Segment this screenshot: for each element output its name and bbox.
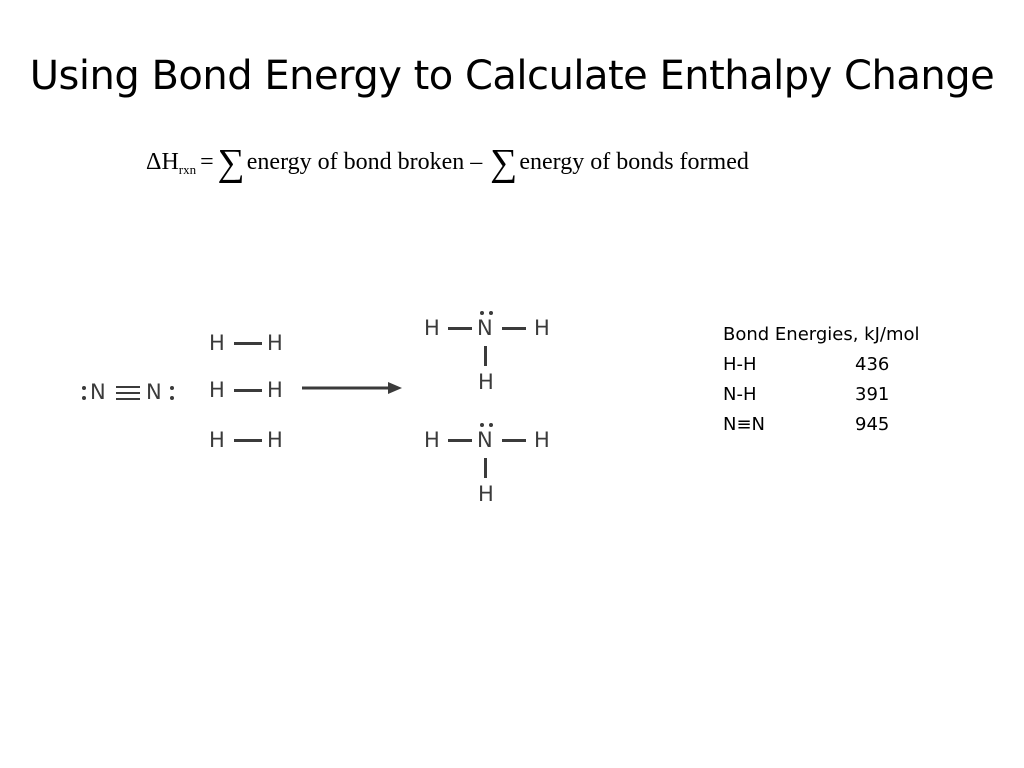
lone-pair-dot <box>489 311 493 315</box>
nitrogen-atom: N <box>90 380 106 404</box>
enthalpy-equation <box>146 140 749 184</box>
single-bond-line <box>234 389 262 392</box>
bond-energy-value: 945 <box>855 414 890 435</box>
lone-pair-dot <box>82 386 86 390</box>
rxn-subscript: rxn <box>178 162 197 177</box>
lone-pair-dot <box>170 386 174 390</box>
single-bond-line <box>502 327 526 330</box>
lone-pair-dot <box>480 423 484 427</box>
enthalpy-symbol: H <box>161 148 179 175</box>
hydrogen-atom: H <box>534 316 550 340</box>
lone-pair-dot <box>82 396 86 400</box>
hydrogen-atom: H <box>267 331 283 355</box>
reaction-arrow-icon <box>302 381 402 395</box>
single-bond-line <box>484 458 487 478</box>
table-row <box>723 350 920 380</box>
single-bond-line <box>234 342 262 345</box>
bond-type: N≡N <box>723 414 766 435</box>
bond-energy-value: 391 <box>855 384 890 405</box>
slide-title: Using Bond Energy to Calculate Enthalpy Change <box>29 53 995 99</box>
lone-pair-dot <box>480 311 484 315</box>
hydrogen-atom: H <box>424 428 440 452</box>
nitrogen-atom: N <box>146 380 162 404</box>
table-row <box>723 380 920 410</box>
hydrogen-atom: H <box>267 428 283 452</box>
table-row <box>723 410 920 440</box>
bonds-formed-term: energy of bonds formed <box>519 148 749 175</box>
triple-bond-line <box>116 398 140 400</box>
summation-symbol-2: ∑ <box>490 142 518 184</box>
minus-sign: – <box>470 148 483 175</box>
bond-type: N-H <box>723 384 757 405</box>
equals-sign: = <box>200 148 214 175</box>
hydrogen-atom: H <box>534 428 550 452</box>
single-bond-line <box>502 439 526 442</box>
nitrogen-atom: N <box>477 428 493 452</box>
lone-pair-dot <box>170 396 174 400</box>
hydrogen-atom: H <box>424 316 440 340</box>
single-bond-line <box>448 327 472 330</box>
delta-symbol: Δ <box>146 148 162 175</box>
bond-energy-value: 436 <box>855 354 890 375</box>
table-header: Bond Energies, kJ/mol <box>723 324 920 345</box>
bond-type: H-H <box>723 354 757 375</box>
hydrogen-atom: H <box>209 378 225 402</box>
bond-energy-table <box>723 320 920 440</box>
triple-bond-line <box>116 392 140 394</box>
hydrogen-atom: H <box>209 331 225 355</box>
single-bond-line <box>448 439 472 442</box>
hydrogen-atom: H <box>209 428 225 452</box>
single-bond-line <box>234 439 262 442</box>
nitrogen-atom: N <box>477 316 493 340</box>
hydrogen-atom: H <box>478 370 494 394</box>
summation-symbol-1: ∑ <box>217 142 245 184</box>
hydrogen-atom: H <box>267 378 283 402</box>
single-bond-line <box>484 346 487 366</box>
triple-bond-line <box>116 386 140 388</box>
bonds-broken-term: energy of bond broken <box>246 148 465 175</box>
hydrogen-atom: H <box>478 482 494 506</box>
lone-pair-dot <box>489 423 493 427</box>
